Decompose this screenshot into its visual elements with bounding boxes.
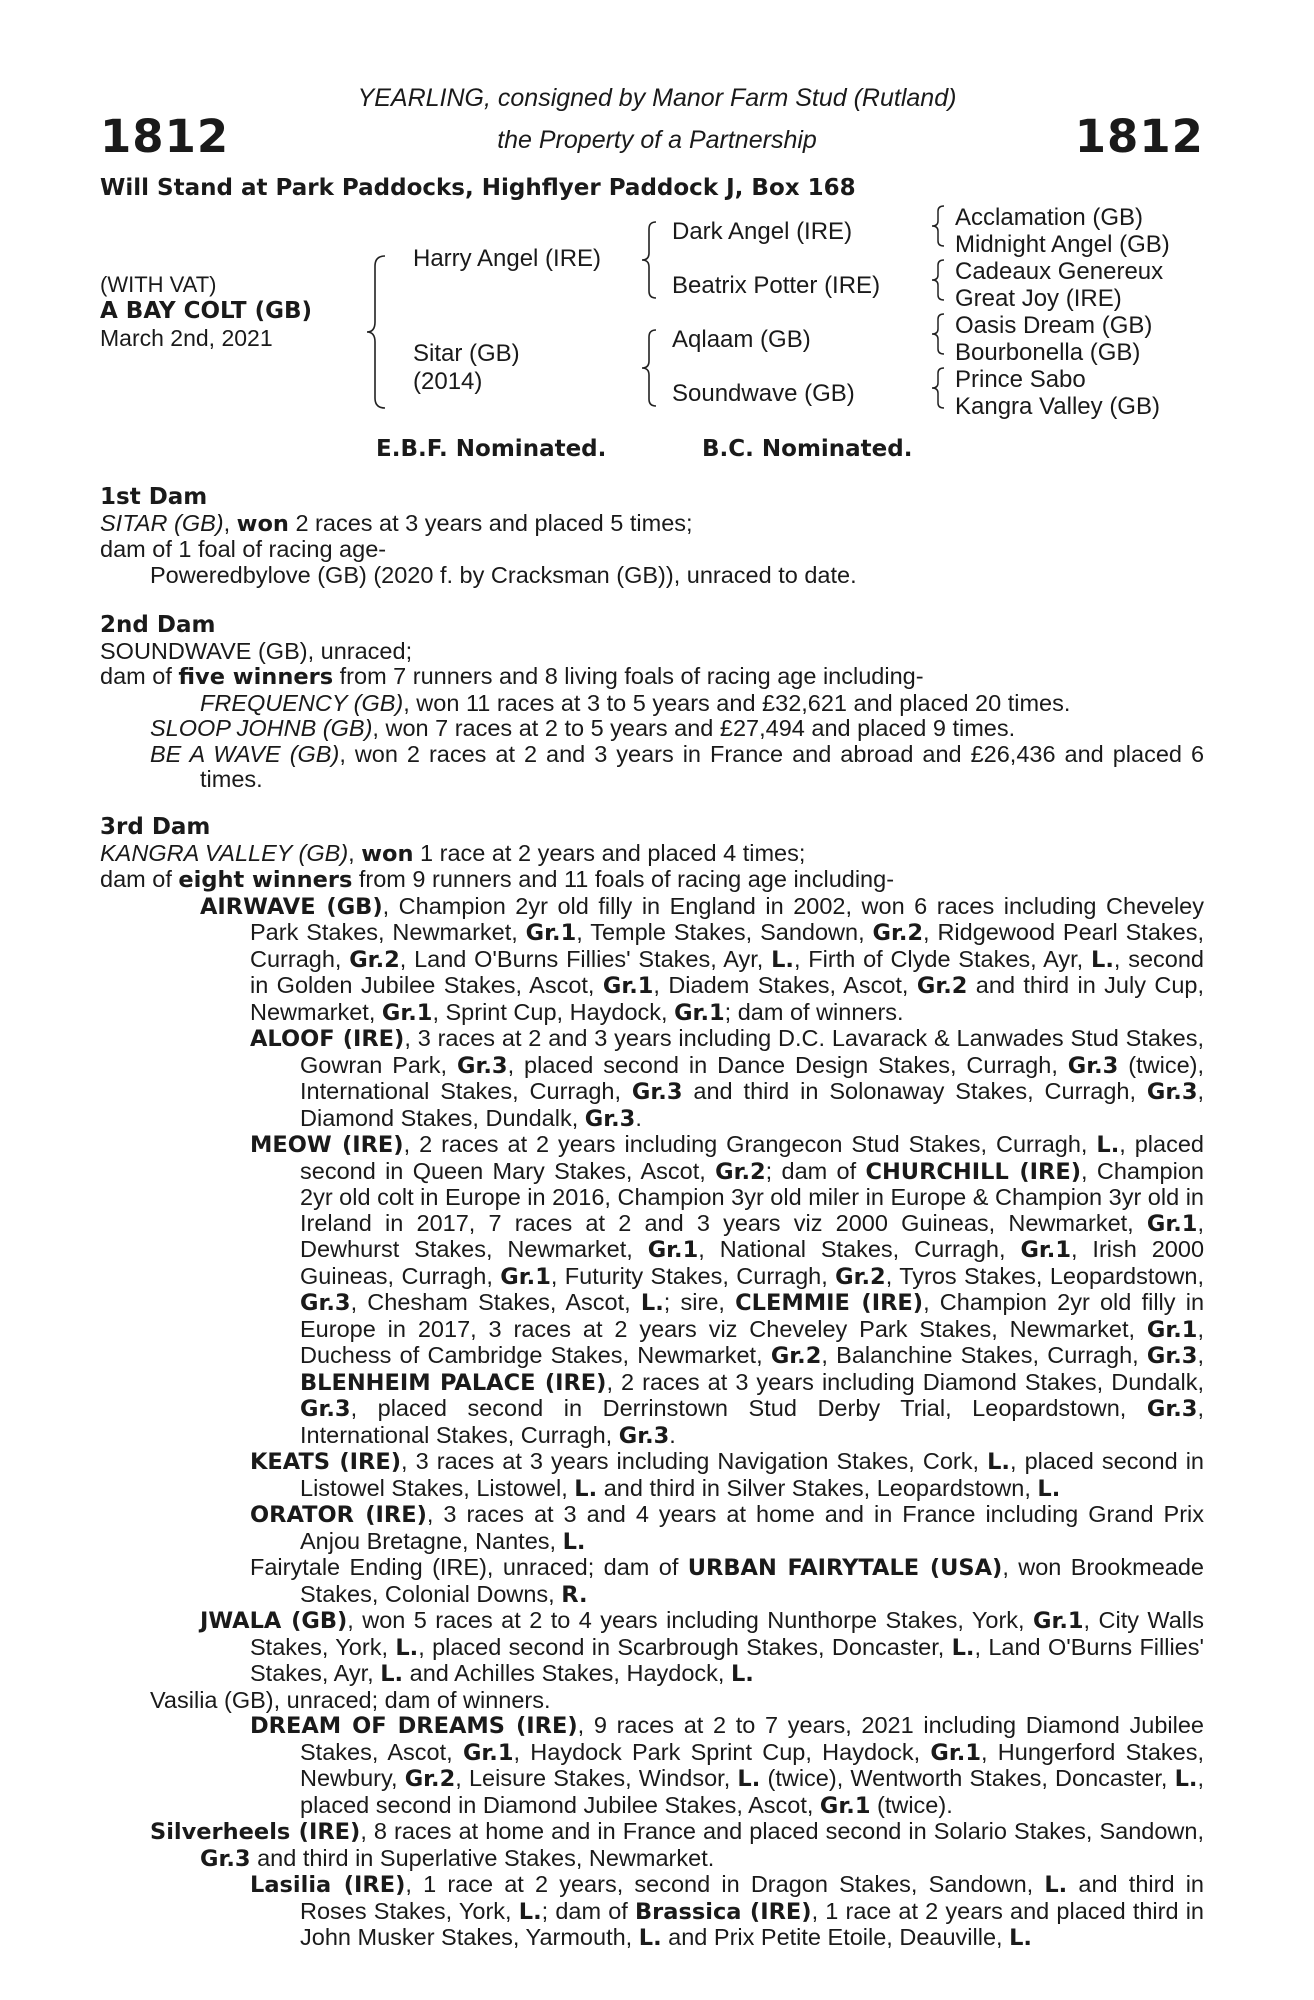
- race-record-text: , Ridgewood Pearl Stakes, Curragh,: [250, 919, 1205, 972]
- race-grade-or-name: Gr.3: [300, 1396, 351, 1422]
- race-grade-or-name: Gr.3: [300, 1290, 351, 1316]
- race-record-text: and Achilles Stakes, Haydock,: [403, 1660, 731, 1686]
- race-grade-or-name: Gr.1: [525, 920, 577, 946]
- first-dam-name: SITAR (GB): [100, 509, 224, 536]
- race-grade-or-name: L.: [640, 1290, 664, 1316]
- bc-nomination: B.C. Nominated.: [702, 436, 913, 462]
- third-dam-winners: eight winners: [178, 867, 353, 893]
- race-grade-or-name: Gr.1: [1146, 1210, 1198, 1237]
- race-grade-or-name: L.: [1096, 1132, 1120, 1158]
- race-record-text: , Dewhurst Stakes, Newmarket,: [300, 1209, 1204, 1262]
- race-record-text: , International Stakes, Curragh,: [300, 1395, 1204, 1448]
- race-record-text: , placed second in Derrinstown Stud Derby Trial, Leopardstown,: [350, 1395, 1147, 1421]
- race-record-text: , Firth of Clyde Stakes, Ayr,: [793, 945, 1091, 972]
- race-record-text: (twice).: [870, 1791, 953, 1818]
- progeny-frequency: FREQUENCY (GB), won 11 races at 3 to 5 years and £32,621 and placed 20 times.: [200, 689, 1071, 716]
- race-grade-or-name: Gr.2: [770, 1343, 822, 1369]
- second-dam-produce-post: from 7 runners and 8 living foals of racing age including-: [333, 663, 924, 689]
- race-grade-or-name: L.: [562, 1528, 586, 1555]
- second-dam-winners: five winners: [178, 664, 334, 690]
- ancestor-g8: Kangra Valley (GB): [955, 393, 1160, 420]
- race-grade-or-name: L.: [574, 1475, 598, 1502]
- race-record-text: ; sire,: [663, 1289, 736, 1315]
- race-record-text: , City Walls Stakes, York,: [250, 1607, 1204, 1660]
- race-grade-or-name: R.: [561, 1581, 588, 1608]
- race-grade-or-name: Gr.2: [835, 1263, 886, 1290]
- race-record-text: , 1 race at 2 years, second in Dragon Stakes, Sandown,: [405, 1871, 1045, 1897]
- race-grade-or-name: Gr.2: [349, 946, 400, 973]
- pedigree-brace-dam: [640, 326, 664, 410]
- race-grade-or-name: Gr.1: [1146, 1316, 1198, 1343]
- race-record-text: and third in July Cup, Newmarket,: [250, 972, 1205, 1025]
- sire-name: Harry Angel (IRE): [413, 245, 602, 272]
- race-record-text: , 3 races at 3 years including Navigation Stakes, Cork,: [401, 1448, 988, 1474]
- race-grade-or-name: Gr.1: [1020, 1237, 1071, 1263]
- first-dam-heading: 1st Dam: [100, 484, 208, 510]
- race-grade-or-name: L.: [737, 1766, 761, 1792]
- race-grade-or-name: Gr.3: [1146, 1079, 1198, 1105]
- race-grade-or-name: Gr.2: [404, 1766, 456, 1792]
- lot-number-right: 1812: [1074, 110, 1204, 163]
- third-dam-heading: 3rd Dam: [100, 814, 211, 840]
- pedigree-brace-sire: [640, 218, 664, 302]
- race-grade-or-name: Gr.3: [584, 1105, 636, 1132]
- third-dam-name: KANGRA VALLEY (GB): [100, 839, 349, 866]
- race-record-text: , Hungerford Stakes, Newbury,: [300, 1738, 1205, 1791]
- race-grade-or-name: Gr.3: [457, 1052, 508, 1079]
- dam-sire-name: Aqlaam (GB): [672, 326, 811, 353]
- race-grade-or-name: L.: [730, 1661, 754, 1687]
- progeny-aloof: ALOOF (IRE), 3 races at 2 and 3 years including D.C. Lavarack & Lanwades Stud Stakes, Gowran Park, Gr.3, placed second in Dance Design Stakes, Curragh, Gr.3 (twice), International Stakes, Curragh, Gr.3 and third in Solonaway Stakes, Curragh, Gr.3, Diamond Stakes, Dundalk, Gr.3.: [250, 1025, 1205, 1132]
- progeny-silverheels: Silverheels (IRE), 8 races at home and in France and placed second in Solario Stakes, Sandown, Gr.3 and third in Superlative Stakes, Newmarket.: [150, 1818, 1204, 1872]
- race-grade-or-name: Gr.1: [462, 1739, 514, 1766]
- ancestor-g1: Acclamation (GB): [955, 204, 1144, 231]
- race-grade-or-name: Gr.3: [631, 1079, 683, 1105]
- race-record-text: , Diadem Stakes, Ascot,: [653, 972, 917, 998]
- first-dam-produce-intro: dam of 1 foal of racing age-: [100, 536, 387, 562]
- race-record-text: , 9 races at 2 to 7 years, 2021 including Diamond Jubilee Stakes, Ascot,: [300, 1712, 1204, 1765]
- race-record-text: and third in Solonaway Stakes, Curragh,: [682, 1078, 1147, 1104]
- race-record-text: , 3 races at 3 and 4 years at home and in France including Grand Prix Anjou Bretagne, Nantes,: [300, 1501, 1205, 1554]
- race-record-text: , placed second in Dance Design Stakes, Curragh,: [507, 1051, 1068, 1078]
- lot-horse-name: A BAY COLT (GB): [100, 298, 313, 324]
- race-record-text: Fairytale Ending (IRE), unraced; dam of: [250, 1554, 688, 1580]
- race-record-text: , 2 races at 2 years including Grangecon Stud Stakes, Curragh,: [403, 1131, 1097, 1157]
- race-grade-or-name: CLEMMIE (IRE): [735, 1290, 924, 1316]
- race-record-text: , Champion 2yr old filly in Europe in 2017, 3 races at 2 years viz Cheveley Park Stakes, Newmarket,: [300, 1289, 1205, 1342]
- race-grade-or-name: L.: [380, 1661, 404, 1687]
- ancestor-g2: Midnight Angel (GB): [955, 231, 1170, 258]
- race-grade-or-name: Brassica (IRE): [635, 1898, 812, 1925]
- race-grade-or-name: L.: [1009, 1925, 1032, 1951]
- ancestor-g5: Oasis Dream (GB): [955, 312, 1153, 339]
- race-record-text: ; dam of winners.: [724, 998, 904, 1025]
- race-grade-or-name: Gr.3: [1146, 1343, 1198, 1369]
- race-grade-or-name: Gr.1: [602, 973, 654, 999]
- sire-sire-name: Dark Angel (IRE): [672, 218, 853, 245]
- progeny-dream-of-dreams: DREAM OF DREAMS (IRE), 9 races at 2 to 7 years, 2021 including Diamond Jubilee Stakes, Ascot, Gr.1, Haydock Park Sprint Cup, Haydock, Gr.1, Hungerford Stakes, Newbury, Gr.2, Leisure Stakes, Windsor, L. (twice), Wentworth Stakes, Doncaster, L., placed second in Diamond Jubilee Stakes, Ascot, Gr.1 (twice).: [250, 1712, 1205, 1819]
- race-grade-or-name: BLENHEIM PALACE (IRE): [300, 1369, 607, 1396]
- race-record-text: , Duchess of Cambridge Stakes, Newmarket,: [300, 1315, 1204, 1368]
- race-grade-or-name: Gr.1: [500, 1263, 551, 1290]
- race-grade-or-name: L.: [638, 1925, 662, 1951]
- third-dam-record: 1 race at 2 years and placed 4 times;: [413, 839, 806, 866]
- progeny-vasilia: Vasilia (GB), unraced; dam of winners.: [150, 1686, 551, 1713]
- race-record-text: , placed second in Queen Mary Stakes, Ascot,: [300, 1131, 1204, 1184]
- second-dam-section: [100, 613, 1204, 793]
- progeny-airwave: AIRWAVE (GB), Champion 2yr old filly in England in 2002, won 6 races including Cheveley Park Stakes, Newmarket, Gr.1, Temple Stakes, Sandown, Gr.2, Ridgewood Pearl Stakes, Curragh, Gr.2, Land O'Burns Fillies' Stakes, Ayr, L., Firth of Clyde Stakes, Ayr, L., second in Golden Jubilee Stakes, Ascot, Gr.1, Diadem Stakes, Ascot, Gr.2 and third in July Cup, Newmarket, Gr.1, Sprint Cup, Haydock, Gr.1; dam of winners.: [200, 892, 1205, 1026]
- race-record-text: , won 5 races at 2 to 4 years including Nunthorpe Stakes, York,: [347, 1607, 1033, 1633]
- race-record-text: , National Stakes, Curragh,: [698, 1236, 1021, 1262]
- race-grade-or-name: L.: [1037, 1475, 1061, 1502]
- race-grade-or-name: Gr.1: [819, 1792, 871, 1819]
- race-record-text: , 1 race at 2 years and placed third in John Musker Stakes, Yarmouth,: [300, 1897, 1205, 1950]
- race-record-text: , Land O'Burns Fillies' Stakes, Ayr,: [399, 945, 772, 972]
- race-grade-or-name: L.: [951, 1634, 975, 1661]
- first-dam-foal: Poweredbylove (GB) (2020 f. by Cracksman (GB)), unraced to date.: [150, 561, 857, 588]
- race-grade-or-name: Gr.1: [647, 1237, 699, 1263]
- dam-dam-name: Soundwave (GB): [672, 380, 855, 407]
- race-record-text: and Prix Petite Etoile, Deauville,: [661, 1924, 1010, 1950]
- vat-note: (WITH VAT): [100, 272, 217, 297]
- consignment-line: YEARLING, consigned by Manor Farm Stud (Rutland): [357, 84, 957, 112]
- race-record-text: , Tyros Stakes, Leopardstown,: [885, 1262, 1204, 1289]
- race-grade-or-name: Gr.2: [872, 920, 924, 946]
- race-grade-or-name: Gr.3: [200, 1845, 251, 1872]
- progeny-orator: ORATOR (IRE), 3 races at 3 and 4 years at home and in France including Grand Prix Anjou Bretagne, Nantes, L.: [250, 1501, 1205, 1555]
- property-line: the Property of a Partnership: [497, 126, 817, 154]
- race-grade-or-name: URBAN FAIRYTALE (USA): [687, 1555, 1003, 1581]
- race-record-text: .: [635, 1104, 642, 1131]
- race-grade-or-name: L.: [1091, 946, 1114, 973]
- race-record-text: , 2 races at 3 years including Diamond Stakes, Dundalk,: [606, 1368, 1205, 1395]
- race-grade-or-name: L.: [771, 946, 794, 973]
- race-record-text: , Land O'Burns Fillies' Stakes, Ayr,: [250, 1633, 1204, 1686]
- race-record-text: .: [669, 1421, 676, 1448]
- race-record-text: , Sprint Cup, Haydock,: [432, 998, 675, 1025]
- first-dam-record: 2 races at 3 years and placed 5 times;: [288, 509, 693, 536]
- pedigree-brace-g1: [930, 202, 950, 250]
- third-dam-produce-post: from 9 runners and 11 foals of racing age including-: [352, 866, 895, 892]
- ebf-nomination: E.B.F. Nominated.: [376, 436, 607, 462]
- race-grade-or-name: CHURCHILL (IRE): [865, 1158, 1082, 1185]
- progeny-lasilia: Lasilia (IRE), 1 race at 2 years, second in Dragon Stakes, Sandown, L. and third in Roses Stakes, York, L.; dam of Brassica (IRE), 1 race at 2 years and placed third in John Musker Stakes, Yarmouth, L. and Prix Petite Etoile, Deauville, L.: [250, 1871, 1205, 1951]
- race-record-text: , Leisure Stakes, Windsor,: [455, 1765, 738, 1791]
- race-grade-or-name: Gr.3: [618, 1422, 670, 1449]
- race-record-text: (twice), International Stakes, Curragh,: [300, 1051, 1204, 1104]
- pedigree-brace-g2: [930, 256, 950, 304]
- race-record-text: ; dam of: [541, 1897, 636, 1924]
- race-grade-or-name: Gr.2: [715, 1158, 766, 1185]
- race-record-text: , Irish 2000 Guineas, Curragh,: [300, 1236, 1205, 1289]
- race-record-text: , Temple Stakes, Sandown,: [576, 919, 873, 945]
- ancestor-g4: Great Joy (IRE): [955, 285, 1122, 312]
- race-record-text: , 3 races at 2 and 3 years including D.C. Lavarack & Lanwades Stud Stakes, Gowran Park,: [300, 1025, 1204, 1078]
- first-dam-won: won: [236, 510, 289, 537]
- race-grade-or-name: Gr.1: [674, 999, 725, 1026]
- sire-dam-name: Beatrix Potter (IRE): [672, 272, 881, 299]
- third-dam-section: 3rd Dam KANGRA VALLEY (GB), won 1 race at 2 years and placed 4 times; dam of eight winners from 9 runners and 11 foals of racing age including- AIRWAVE (GB), Champion 2yr old filly in England in 2002, won 6 races including Cheveley Park Stakes, Newmarket, Gr.1, Temple Stakes, Sandown, Gr.2, Ridgewood Pearl Stakes, Curragh, Gr.2, Land O'Burns Fillies' Stakes, Ayr, L., Firth of Clyde Stakes, Ayr, L., second in Golden Jubilee Stakes, Ascot, Gr.1, Diadem Stakes, Ascot, Gr.2 and third in July Cup, Newmarket, Gr.1, Sprint Cup, Haydock, Gr.1; dam of winners. ALOOF (IRE), 3 races at 2 and 3 years including D.C. Lavarack & Lanwades Stud Stakes, Gowran Park, Gr.3, placed second in Dance Design Stakes, Curragh, Gr.3 (twice), International Stakes, Curragh, Gr.3 and third in Solonaway Stakes, Curragh, Gr.3, Diamond Stakes, Dundalk, Gr.3. MEOW (IRE), 2 races at 2 years including Grangecon Stud Stakes, Curragh, L., placed second in Queen Mary Stakes, Ascot, Gr.2; dam of CHURCHILL (IRE), Champion 2yr old colt in Europe in 2016, Champion 3yr old miler in Europe & Champion 3yr old in Ireland in 2017, 7 races at 2 and 3 years viz 2000 Guineas, Newmarket, Gr.1, Dewhurst Stakes, Newmarket, Gr.1, National Stakes, Curragh, Gr.1, Irish 2000 Guineas, Curragh, Gr.1, Futurity Stakes, Curragh, Gr.2, Tyros Stakes, Leopardstown, Gr.3, Chesham Stakes, Ascot, L.; sire, CLEMMIE (IRE), Champion 2yr old filly in Europe in 2017, 3 races at 2 years viz Cheveley Park Stakes, Newmarket, Gr.1, Duchess of Cambridge Stakes, Newmarket, Gr.2, Balanchine Stakes, Curragh, Gr.3, BLENHEIM PALACE (IRE), 2 races at 3 years including Diamond Stakes, Dundalk, Gr.3, placed second in Derrinstown Stud Derby Trial, Leopardstown, Gr.3, International Stakes, Curragh, Gr.3. KEATS (IRE), 3 races at 3 years including Navigation Stakes, Cork, L., placed second in Listowel Stakes, Listowel, L. and third in Silver Stakes, Leopardstown, L. ORATOR (IRE), 3 races at 3 and 4 years at home and in France including Grand Prix Anjou Bretagne, Nantes, L. Fairytale Ending (IRE), unraced; dam of URBAN FAIRYTALE (USA), won Brookmeade Stakes, Colonial Downs, R. JWALA (GB), won 5 races at 2 to 4 years including Nunthorpe Stakes, York, Gr.1, City Walls Stakes, York, L., placed second in Scarbrough Stakes, Doncaster, L., Land O'Burns Fillies' Stakes, Ayr, L. and Achilles Stakes, Haydock, L. Vasilia (GB), unraced; dam of winners. DREAM OF DREAMS (IRE), 9 races at 2 to 7 years, 2021 including Diamond Jubilee Stakes, Ascot, Gr.1, Haydock Park Sprint Cup, Haydock, Gr.1, Hungerford Stakes, Newbury, Gr.2, Leisure Stakes, Windsor, L. (twice), Wentworth Stakes, Doncaster, L., placed second in Diamond Jubilee Stakes, Ascot, Gr.1 (twice). Silverheels (IRE), 8 races at home and in France and placed second in Solario Stakes, Sandown, Gr.3 and third in Superlative Stakes, Newmarket. Lasilia (IRE), 1 race at 2 years, second in Dragon Stakes, Sandown, L. and third in Roses Stakes, York, L.; dam of Brassica (IRE), 1 race at 2 years and placed third in John Musker Stakes, Yarmouth, L. and Prix Petite Etoile, Deauville, L.: [100, 814, 1205, 1951]
- race-record-text: , Champion 2yr old filly in England in 2002, won 6 races including Cheveley Park Stakes, Newmarket,: [250, 892, 1204, 945]
- second-dam-name: SOUNDWAVE (GB), unraced;: [100, 637, 413, 664]
- foaling-date: March 2nd, 2021: [100, 325, 273, 351]
- race-record-text: , Chesham Stakes, Ascot,: [350, 1289, 641, 1315]
- ancestor-g3: Cadeaux Genereux: [955, 258, 1164, 285]
- pedigree-brace-sire-dam: [365, 252, 395, 412]
- race-record-text: , placed second in Diamond Jubilee Stakes, Ascot,: [300, 1765, 1204, 1818]
- progeny-be-a-wave: BE A WAVE (GB), won 2 races at 2 and 3 years in France and abroad and £26,436 and placed 6 times.: [150, 740, 1205, 792]
- race-record-text: ,: [1197, 1342, 1204, 1368]
- race-record-text: and third in Silver Stakes, Leopardstown,: [597, 1474, 1038, 1501]
- race-record-text: and third in Roses Stakes, York,: [300, 1871, 1204, 1924]
- dam-name: Sitar (GB): [413, 340, 520, 367]
- race-record-text: and third in Superlative Stakes, Newmarket.: [250, 1844, 715, 1871]
- race-record-text: , 8 races at home and in France and placed second in Solario Stakes, Sandown,: [360, 1818, 1204, 1844]
- lot-number-left: 1812: [100, 110, 230, 163]
- pedigree-brace-g3: [930, 310, 950, 358]
- race-record-text: , Haydock Park Sprint Cup, Haydock,: [513, 1738, 931, 1765]
- race-record-text: , placed second in Listowel Stakes, Listowel,: [300, 1448, 1204, 1501]
- race-record-text: , won Brookmeade Stakes, Colonial Downs,: [300, 1554, 1204, 1607]
- progeny-keats: KEATS (IRE), 3 races at 3 years including Navigation Stakes, Cork, L., placed second in Listowel Stakes, Listowel, L. and third in Silver Stakes, Leopardstown, L.: [250, 1448, 1204, 1502]
- race-record-text: , Balanchine Stakes, Curragh,: [821, 1342, 1147, 1368]
- race-grade-or-name: L.: [1044, 1872, 1068, 1898]
- race-grade-or-name: Gr.1: [1032, 1608, 1084, 1634]
- ancestor-g7: Prince Sabo: [955, 366, 1086, 393]
- race-record-text: , second in Golden Jubilee Stakes, Ascot,: [250, 945, 1204, 998]
- race-record-text: , placed second in Scarbrough Stakes, Doncaster,: [418, 1633, 952, 1660]
- race-grade-or-name: Gr.2: [916, 973, 968, 999]
- third-dam-won: won: [361, 840, 414, 867]
- third-dam-produce-pre: dam of: [100, 866, 179, 892]
- race-grade-or-name: L.: [518, 1898, 542, 1925]
- race-grade-or-name: Gr.3: [1067, 1052, 1119, 1079]
- progeny-meow: MEOW (IRE), 2 races at 2 years including Grangecon Stud Stakes, Curragh, L., placed second in Queen Mary Stakes, Ascot, Gr.2; dam of CHURCHILL (IRE), Champion 2yr old colt in Europe in 2016, Champion 3yr old miler in Europe & Champion 3yr old in Ireland in 2017, 7 races at 2 and 3 years viz 2000 Guineas, Newmarket, Gr.1, Dewhurst Stakes, Newmarket, Gr.1, National Stakes, Curragh, Gr.1, Irish 2000 Guineas, Curragh, Gr.1, Futurity Stakes, Curragh, Gr.2, Tyros Stakes, Leopardstown, Gr.3, Chesham Stakes, Ascot, L.; sire, CLEMMIE (IRE), Champion 2yr old filly in Europe in 2017, 3 races at 2 years viz Cheveley Park Stakes, Newmarket, Gr.1, Duchess of Cambridge Stakes, Newmarket, Gr.2, Balanchine Stakes, Curragh, Gr.3, BLENHEIM PALACE (IRE), 2 races at 3 years including Diamond Stakes, Dundalk, Gr.3, placed second in Derrinstown Stud Derby Trial, Leopardstown, Gr.3, International Stakes, Curragh, Gr.3.: [250, 1131, 1205, 1449]
- race-grade-or-name: L.: [987, 1449, 1010, 1475]
- race-grade-or-name: L.: [395, 1634, 419, 1661]
- ancestor-g6: Bourbonella (GB): [955, 339, 1141, 366]
- dam-foaling-year: (2014): [413, 368, 483, 395]
- stand-location: Will Stand at Park Paddocks, Highflyer Paddock J, Box 168: [100, 175, 856, 201]
- race-record-text: , Diamond Stakes, Dundalk,: [300, 1078, 1205, 1131]
- race-record-text: (twice), Wentworth Stakes, Doncaster,: [760, 1765, 1175, 1791]
- race-record-text: ; dam of: [765, 1157, 866, 1184]
- progeny-sloop-johnb: SLOOP JOHNB (GB), won 7 races at 2 to 5 years and £27,494 and placed 9 times.: [150, 715, 1016, 741]
- first-dam-section: 1st Dam SITAR (GB), won 2 races at 3 years and placed 5 times; dam of 1 foal of racing age- Poweredbylove (GB) (2020 f. by Cracksman (GB)), unraced to date.: [100, 485, 1204, 588]
- race-grade-or-name: L.: [1174, 1766, 1198, 1792]
- race-grade-or-name: Gr.3: [1146, 1396, 1198, 1422]
- race-grade-or-name: Gr.1: [930, 1739, 981, 1766]
- pedigree-brace-g4: [930, 364, 950, 412]
- progeny-jwala: JWALA (GB), won 5 races at 2 to 4 years including Nunthorpe Stakes, York, Gr.1, City Walls Stakes, York, L., placed second in Scarbrough Stakes, Doncaster, L., Land O'Burns Fillies' Stakes, Ayr, L. and Achilles Stakes, Haydock, L.: [200, 1607, 1204, 1687]
- race-record-text: , Futurity Stakes, Curragh,: [550, 1262, 836, 1289]
- second-dam-produce-pre: dam of: [100, 663, 179, 689]
- progeny-fairytale-ending: [100, 1555, 1204, 1608]
- race-record-text: , Champion 2yr old colt in Europe in 2016, Champion 3yr old miler in Europe & Champion 3yr old in Ireland in 2017, 7 races at 2 and 3 years viz 2000 Guineas, Newmarket,: [300, 1157, 1204, 1236]
- second-dam-heading: 2nd Dam: [100, 612, 216, 638]
- race-grade-or-name: Gr.1: [381, 999, 433, 1026]
